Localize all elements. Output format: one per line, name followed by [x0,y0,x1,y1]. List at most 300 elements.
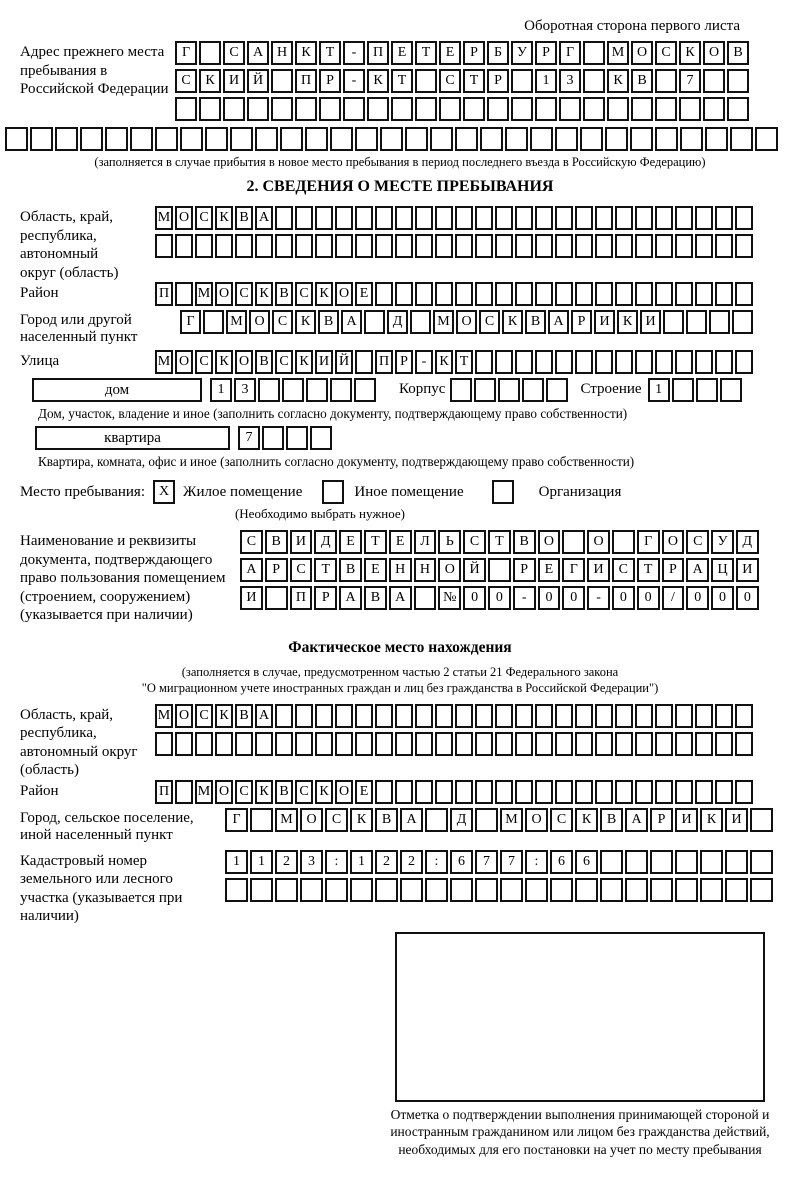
char-cell[interactable] [535,206,553,230]
char-cell[interactable] [175,780,193,804]
char-cell[interactable]: С [550,808,573,832]
char-cell[interactable] [455,732,473,756]
char-cell[interactable] [415,69,437,93]
char-cell[interactable]: 1 [210,378,232,402]
char-cell[interactable]: Г [180,310,201,334]
char-cell[interactable] [375,234,393,258]
char-cell[interactable]: О [587,530,610,554]
char-cell[interactable] [555,234,573,258]
char-cell[interactable] [625,850,648,874]
char-cell[interactable]: О [703,41,725,65]
residence-checkbox-zhiloe[interactable]: X [153,480,175,504]
char-cell[interactable] [375,206,393,230]
char-cell[interactable] [425,878,448,902]
char-cell[interactable] [415,282,433,306]
char-cell[interactable] [705,127,728,151]
char-cell[interactable] [435,780,453,804]
char-cell[interactable] [727,97,749,121]
char-cell[interactable] [583,41,605,65]
char-cell[interactable] [655,234,673,258]
residence-checkbox-org[interactable] [492,480,514,504]
prev-address-row3[interactable] [175,97,751,121]
char-cell[interactable] [615,350,633,374]
char-cell[interactable] [275,732,293,756]
char-cell[interactable]: М [433,310,454,334]
char-cell[interactable] [525,878,548,902]
char-cell[interactable]: Т [364,530,387,554]
char-cell[interactable]: Ь [438,530,461,554]
char-cell[interactable] [495,732,513,756]
char-cell[interactable]: К [315,282,333,306]
char-cell[interactable] [271,69,293,93]
char-cell[interactable] [415,97,437,121]
char-cell[interactable] [205,127,228,151]
char-cell[interactable] [175,732,193,756]
char-cell[interactable] [562,530,585,554]
char-cell[interactable] [250,878,273,902]
char-cell[interactable] [575,206,593,230]
char-cell[interactable]: С [290,558,313,582]
char-cell[interactable] [550,878,573,902]
char-cell[interactable]: 0 [686,586,709,610]
char-cell[interactable]: 1 [250,850,273,874]
char-cell[interactable]: С [295,282,313,306]
char-cell[interactable] [435,282,453,306]
char-cell[interactable]: В [339,558,362,582]
char-cell[interactable] [575,350,593,374]
char-cell[interactable]: С [295,780,313,804]
char-cell[interactable] [435,732,453,756]
char-cell[interactable] [715,704,733,728]
char-cell[interactable] [700,850,723,874]
char-cell[interactable] [735,704,753,728]
char-cell[interactable] [655,282,673,306]
char-cell[interactable] [180,127,203,151]
char-cell[interactable]: П [375,350,393,374]
char-cell[interactable] [439,97,461,121]
char-cell[interactable] [255,732,273,756]
char-cell[interactable]: - [343,41,365,65]
char-cell[interactable] [380,127,403,151]
char-cell[interactable]: : [325,850,348,874]
char-cell[interactable] [55,127,78,151]
char-cell[interactable]: С [686,530,709,554]
char-cell[interactable] [375,282,393,306]
residence-checkbox-inoe[interactable] [322,480,344,504]
char-cell[interactable] [703,69,725,93]
fact-oblast-row1[interactable] [155,704,755,728]
char-cell[interactable] [498,378,520,402]
char-cell[interactable] [265,586,288,610]
char-cell[interactable] [255,127,278,151]
char-cell[interactable] [364,310,385,334]
char-cell[interactable]: К [679,41,701,65]
char-cell[interactable] [295,97,317,121]
char-cell[interactable]: М [195,780,213,804]
char-cell[interactable] [555,780,573,804]
char-cell[interactable] [655,704,673,728]
char-cell[interactable]: А [400,808,423,832]
char-cell[interactable]: 3 [559,69,581,93]
char-cell[interactable] [495,780,513,804]
char-cell[interactable]: Е [389,530,412,554]
document-row2[interactable] [240,558,761,582]
char-cell[interactable] [727,69,749,93]
char-cell[interactable]: К [617,310,638,334]
char-cell[interactable]: С [223,41,245,65]
char-cell[interactable]: Р [265,558,288,582]
char-cell[interactable] [315,704,333,728]
char-cell[interactable] [715,350,733,374]
char-cell[interactable] [515,732,533,756]
char-cell[interactable] [475,732,493,756]
char-cell[interactable]: М [155,704,173,728]
char-cell[interactable]: В [275,282,293,306]
char-cell[interactable] [343,97,365,121]
char-cell[interactable] [595,206,613,230]
char-cell[interactable] [522,378,544,402]
char-cell[interactable] [755,127,778,151]
char-cell[interactable]: Б [487,41,509,65]
oblast-row2[interactable] [155,234,755,258]
char-cell[interactable]: Г [562,558,585,582]
char-cell[interactable]: 2 [400,850,423,874]
gorod-row[interactable] [180,310,755,334]
char-cell[interactable] [155,127,178,151]
char-cell[interactable] [635,282,653,306]
char-cell[interactable] [595,732,613,756]
char-cell[interactable]: А [255,704,273,728]
char-cell[interactable]: С [240,530,263,554]
char-cell[interactable] [203,310,224,334]
char-cell[interactable]: Г [175,41,197,65]
char-cell[interactable] [414,586,437,610]
char-cell[interactable]: В [525,310,546,334]
char-cell[interactable]: И [240,586,263,610]
char-cell[interactable]: А [255,206,273,230]
char-cell[interactable]: К [295,41,317,65]
char-cell[interactable] [455,234,473,258]
char-cell[interactable]: К [575,808,598,832]
char-cell[interactable] [175,97,197,121]
char-cell[interactable]: М [155,350,173,374]
char-cell[interactable]: 7 [500,850,523,874]
char-cell[interactable] [555,350,573,374]
char-cell[interactable] [655,127,678,151]
char-cell[interactable] [595,282,613,306]
char-cell[interactable]: 0 [736,586,759,610]
char-cell[interactable] [655,350,673,374]
char-cell[interactable]: Р [571,310,592,334]
char-cell[interactable]: Р [662,558,685,582]
char-cell[interactable] [605,127,628,151]
char-cell[interactable]: 6 [575,850,598,874]
char-cell[interactable] [635,350,653,374]
char-cell[interactable]: М [195,282,213,306]
char-cell[interactable]: Н [389,558,412,582]
char-cell[interactable] [330,378,352,402]
char-cell[interactable] [695,234,713,258]
char-cell[interactable]: О [215,282,233,306]
char-cell[interactable] [199,41,221,65]
char-cell[interactable] [175,234,193,258]
char-cell[interactable] [199,97,221,121]
char-cell[interactable] [535,97,557,121]
char-cell[interactable] [675,234,693,258]
char-cell[interactable] [310,426,332,450]
char-cell[interactable]: Е [355,282,373,306]
char-cell[interactable]: Е [364,558,387,582]
char-cell[interactable] [475,350,493,374]
char-cell[interactable] [515,206,533,230]
char-cell[interactable] [715,780,733,804]
char-cell[interactable] [495,704,513,728]
char-cell[interactable] [286,426,308,450]
char-cell[interactable] [475,878,498,902]
char-cell[interactable]: Г [559,41,581,65]
char-cell[interactable] [463,97,485,121]
char-cell[interactable] [535,732,553,756]
char-cell[interactable]: 1 [535,69,557,93]
char-cell[interactable] [655,780,673,804]
char-cell[interactable]: К [215,704,233,728]
char-cell[interactable]: Т [637,558,660,582]
char-cell[interactable] [450,378,472,402]
char-cell[interactable] [335,704,353,728]
char-cell[interactable] [395,282,413,306]
char-cell[interactable] [515,780,533,804]
char-cell[interactable] [686,310,707,334]
char-cell[interactable] [455,282,473,306]
char-cell[interactable] [575,234,593,258]
char-cell[interactable]: К [255,282,273,306]
char-cell[interactable]: А [341,310,362,334]
char-cell[interactable]: К [255,780,273,804]
char-cell[interactable]: К [295,310,316,334]
char-cell[interactable]: К [295,350,313,374]
char-cell[interactable]: В [375,808,398,832]
char-cell[interactable] [130,127,153,151]
char-cell[interactable] [530,127,553,151]
fact-oblast-row2[interactable] [155,732,755,756]
char-cell[interactable] [325,878,348,902]
char-cell[interactable] [511,69,533,93]
char-cell[interactable] [715,206,733,230]
korpus-cells[interactable] [450,378,570,402]
char-cell[interactable]: Д [450,808,473,832]
char-cell[interactable]: В [318,310,339,334]
char-cell[interactable]: Н [271,41,293,65]
char-cell[interactable] [355,234,373,258]
char-cell[interactable] [635,234,653,258]
char-cell[interactable] [663,310,684,334]
char-cell[interactable] [375,732,393,756]
char-cell[interactable] [720,378,742,402]
char-cell[interactable]: О [525,808,548,832]
char-cell[interactable]: С [275,350,293,374]
char-cell[interactable] [255,234,273,258]
prev-address-row2[interactable] [175,69,751,93]
char-cell[interactable]: В [235,704,253,728]
char-cell[interactable] [575,780,593,804]
char-cell[interactable] [635,704,653,728]
char-cell[interactable]: С [612,558,635,582]
document-row3[interactable] [240,586,761,610]
char-cell[interactable]: 7 [475,850,498,874]
char-cell[interactable] [300,878,323,902]
char-cell[interactable]: / [662,586,685,610]
char-cell[interactable] [415,732,433,756]
char-cell[interactable] [695,350,713,374]
char-cell[interactable]: Д [736,530,759,554]
char-cell[interactable]: К [700,808,723,832]
char-cell[interactable]: Е [355,780,373,804]
char-cell[interactable] [275,206,293,230]
char-cell[interactable]: Й [247,69,269,93]
char-cell[interactable] [367,97,389,121]
char-cell[interactable] [631,97,653,121]
char-cell[interactable]: Т [463,69,485,93]
char-cell[interactable] [475,206,493,230]
char-cell[interactable] [155,732,173,756]
char-cell[interactable] [615,206,633,230]
char-cell[interactable] [615,732,633,756]
document-row1[interactable] [240,530,761,554]
char-cell[interactable]: 6 [550,850,573,874]
char-cell[interactable]: В [600,808,623,832]
char-cell[interactable] [395,234,413,258]
char-cell[interactable] [732,310,753,334]
char-cell[interactable] [675,878,698,902]
char-cell[interactable] [247,97,269,121]
char-cell[interactable]: П [295,69,317,93]
char-cell[interactable] [306,378,328,402]
char-cell[interactable] [725,878,748,902]
char-cell[interactable] [225,878,248,902]
char-cell[interactable] [546,378,568,402]
char-cell[interactable]: А [389,586,412,610]
char-cell[interactable] [505,127,528,151]
char-cell[interactable] [319,97,341,121]
char-cell[interactable] [735,780,753,804]
char-cell[interactable] [235,234,253,258]
char-cell[interactable] [595,780,613,804]
char-cell[interactable] [700,878,723,902]
char-cell[interactable]: № [438,586,461,610]
char-cell[interactable] [215,234,233,258]
raion-row[interactable] [155,282,755,306]
char-cell[interactable] [595,350,613,374]
char-cell[interactable]: Р [319,69,341,93]
char-cell[interactable]: В [513,530,536,554]
char-cell[interactable]: О [456,310,477,334]
char-cell[interactable] [695,206,713,230]
char-cell[interactable]: О [300,808,323,832]
char-cell[interactable] [715,282,733,306]
char-cell[interactable] [455,704,473,728]
char-cell[interactable]: О [662,530,685,554]
char-cell[interactable]: 1 [225,850,248,874]
char-cell[interactable]: Е [339,530,362,554]
char-cell[interactable]: С [463,530,486,554]
char-cell[interactable]: С [655,41,677,65]
char-cell[interactable] [230,127,253,151]
char-cell[interactable]: О [235,350,253,374]
char-cell[interactable] [575,704,593,728]
fact-raion-row[interactable] [155,780,755,804]
stroenie-cells[interactable] [648,378,744,402]
char-cell[interactable] [80,127,103,151]
fact-gorod-row[interactable] [225,808,775,832]
char-cell[interactable] [695,780,713,804]
char-cell[interactable] [105,127,128,151]
char-cell[interactable]: В [255,350,273,374]
char-cell[interactable]: Д [387,310,408,334]
char-cell[interactable] [535,704,553,728]
char-cell[interactable]: Д [314,530,337,554]
char-cell[interactable] [30,127,53,151]
char-cell[interactable] [515,350,533,374]
char-cell[interactable]: Т [488,530,511,554]
char-cell[interactable] [615,282,633,306]
char-cell[interactable]: Е [391,41,413,65]
char-cell[interactable] [730,127,753,151]
char-cell[interactable]: В [364,586,387,610]
char-cell[interactable]: 2 [375,850,398,874]
char-cell[interactable] [635,780,653,804]
char-cell[interactable]: П [155,282,173,306]
char-cell[interactable] [355,206,373,230]
char-cell[interactable] [415,780,433,804]
char-cell[interactable] [295,206,313,230]
char-cell[interactable]: М [500,808,523,832]
char-cell[interactable] [400,878,423,902]
char-cell[interactable]: П [155,780,173,804]
char-cell[interactable] [455,127,478,151]
char-cell[interactable]: Й [463,558,486,582]
char-cell[interactable]: 2 [275,850,298,874]
char-cell[interactable]: С [175,69,197,93]
char-cell[interactable] [495,350,513,374]
char-cell[interactable]: И [587,558,610,582]
char-cell[interactable] [195,732,213,756]
char-cell[interactable]: О [249,310,270,334]
char-cell[interactable] [435,704,453,728]
char-cell[interactable]: Т [455,350,473,374]
char-cell[interactable] [258,378,280,402]
char-cell[interactable] [695,282,713,306]
char-cell[interactable]: К [315,780,333,804]
char-cell[interactable]: К [607,69,629,93]
char-cell[interactable] [305,127,328,151]
char-cell[interactable]: И [290,530,313,554]
char-cell[interactable] [315,206,333,230]
ulitsa-row[interactable] [155,350,755,374]
char-cell[interactable] [535,234,553,258]
char-cell[interactable] [675,704,693,728]
char-cell[interactable] [375,780,393,804]
char-cell[interactable]: : [525,850,548,874]
char-cell[interactable] [475,808,498,832]
char-cell[interactable] [430,127,453,151]
char-cell[interactable]: Т [391,69,413,93]
char-cell[interactable] [475,234,493,258]
char-cell[interactable] [595,234,613,258]
char-cell[interactable]: 7 [679,69,701,93]
char-cell[interactable] [680,127,703,151]
char-cell[interactable] [715,234,733,258]
char-cell[interactable] [750,850,773,874]
